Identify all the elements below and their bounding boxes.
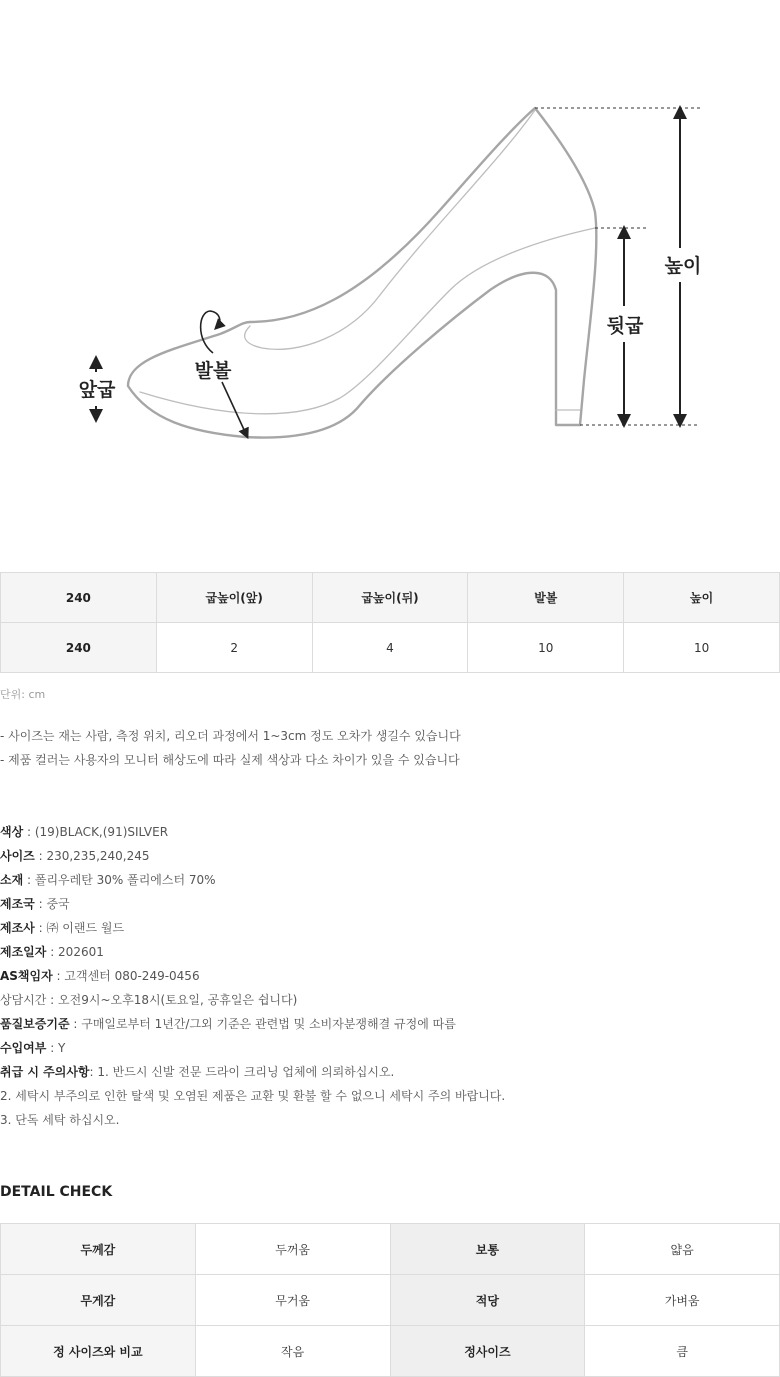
product-info-row — [0, 916, 505, 940]
info-value: : 구매일로부터 1년간/그외 기준은 관련법 및 소비자분쟁해결 규정에 따름 — [69, 1017, 456, 1031]
size-table-cell: 10 — [624, 623, 780, 673]
product-info-row — [0, 988, 505, 1012]
product-info-row — [0, 820, 505, 844]
info-value: : Y — [46, 1041, 66, 1055]
product-info-row — [0, 964, 505, 988]
product-info-row — [0, 940, 505, 964]
product-info-row — [0, 892, 505, 916]
shoe-measurement-diagram — [0, 0, 780, 560]
size-table-header-cell: 240 — [1, 573, 157, 623]
detail-check-option: 가벼움 — [585, 1275, 780, 1326]
size-table-header-cell: 굽높이(앞) — [156, 573, 312, 623]
info-value: : 중국 — [34, 897, 70, 911]
detail-check-option: 큼 — [585, 1326, 780, 1377]
info-label: 소재 — [0, 873, 24, 887]
info-label: AS책임자 — [0, 969, 53, 983]
product-info-row — [0, 844, 505, 868]
info-value: : 230,235,240,245 — [34, 849, 150, 863]
info-label: 제조국 — [0, 897, 35, 911]
detail-check-option-selected: 적당 — [390, 1275, 585, 1326]
detail-check-option-selected: 보통 — [390, 1224, 585, 1275]
info-value: : 고객센터 080-249-0456 — [52, 969, 200, 983]
info-value: : 폴리우레탄 30% 폴리에스터 70% — [23, 873, 216, 887]
info-label: 수입여부 — [0, 1041, 47, 1055]
detail-check-row — [1, 1275, 780, 1326]
detail-check-title: DETAIL CHECK — [0, 1184, 113, 1200]
info-label: 제조사 — [0, 921, 35, 935]
info-value: 2. 세탁시 부주의로 인한 탈색 및 오염된 제품은 교환 및 환불 할 수 없으니 세탁시 주의 바랍니다. — [0, 1089, 506, 1103]
product-info — [0, 820, 505, 1132]
size-table — [0, 572, 780, 673]
info-value: : ㈜ 이랜드 월드 — [34, 921, 125, 935]
product-info-row — [0, 1012, 505, 1036]
info-value: : 202601 — [46, 945, 104, 959]
size-table-cell: 240 — [1, 623, 157, 673]
info-value: : (19)BLACK,(91)SILVER — [23, 825, 169, 839]
shoe-outline — [128, 108, 596, 438]
product-info-row — [0, 1108, 505, 1132]
detail-check-option: 작음 — [195, 1326, 390, 1377]
disclaimer-line: - 제품 컬러는 사용자의 모니터 해상도에 따라 실제 색상과 다소 차이가 있을 수 있습니다 — [0, 753, 460, 767]
detail-check-option: 얇음 — [585, 1224, 780, 1275]
info-value: : 1. 반드시 신발 전문 드라이 크리닝 업체에 의뢰하십시오. — [89, 1065, 395, 1079]
detail-check-label: 무게감 — [1, 1275, 196, 1326]
size-table-cell: 10 — [468, 623, 624, 673]
unit-note: 단위: cm — [0, 688, 46, 701]
product-info-row — [0, 1084, 505, 1108]
info-value: 3. 단독 세탁 하십시오. — [0, 1113, 120, 1127]
info-label: 취급 시 주의사항 — [0, 1065, 90, 1079]
info-value: 상담시간 : 오전9시~오후18시(토요일, 공휴일은 쉽니다) — [0, 993, 298, 1007]
detail-check-option: 무거움 — [195, 1275, 390, 1326]
size-table-header-row — [1, 573, 780, 623]
info-label: 제조일자 — [0, 945, 47, 959]
front-heel-label: 앞굽 — [78, 379, 116, 401]
height-label: 높이 — [664, 255, 702, 277]
info-label: 색상 — [0, 825, 24, 839]
info-label: 품질보증기준 — [0, 1017, 70, 1031]
detail-check-row — [1, 1224, 780, 1275]
detail-check-label: 두께감 — [1, 1224, 196, 1275]
detail-check-table — [0, 1223, 780, 1377]
info-label: 사이즈 — [0, 849, 35, 863]
back-heel-label: 뒷굽 — [606, 315, 644, 337]
size-table-header-cell: 굽높이(뒤) — [312, 573, 468, 623]
ball-label: 발볼 — [194, 360, 232, 382]
size-table-header-cell: 발볼 — [468, 573, 624, 623]
size-table-cell: 2 — [156, 623, 312, 673]
detail-check-label: 정 사이즈와 비교 — [1, 1326, 196, 1377]
size-table-cell: 4 — [312, 623, 468, 673]
disclaimers — [0, 724, 461, 772]
detail-check-option-selected: 정사이즈 — [390, 1326, 585, 1377]
detail-check-option: 두꺼움 — [195, 1224, 390, 1275]
disclaimer-line: - 사이즈는 재는 사람, 측정 위치, 리오더 과정에서 1~3cm 정도 오차가 생길수 있습니다 — [0, 729, 461, 743]
size-table-header-cell: 높이 — [624, 573, 780, 623]
product-info-row — [0, 868, 505, 892]
product-info-row — [0, 1060, 505, 1084]
detail-check-row — [1, 1326, 780, 1377]
product-info-row — [0, 1036, 505, 1060]
size-table-row — [1, 623, 780, 673]
